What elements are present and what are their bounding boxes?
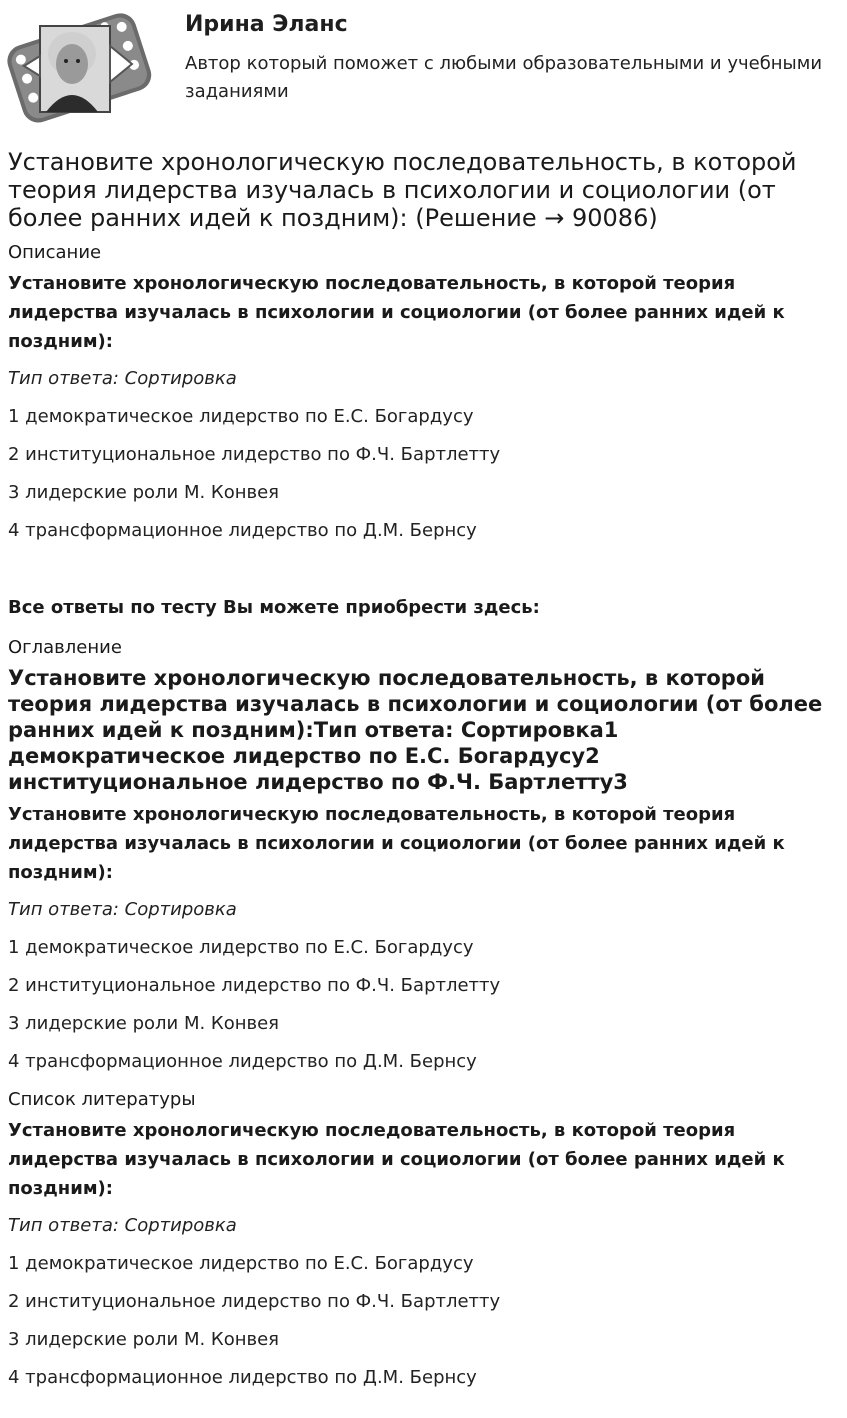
literature-label: Список литературы <box>8 1089 196 1110</box>
description-answer-type: Тип ответа: Сортировка <box>8 368 237 389</box>
author-header <box>0 0 847 140</box>
author-avatar <box>6 6 152 128</box>
toc-question: Установите хронологическую последовательность, в которой теория лидерства изучалась в психологии и социологии (от более ранних идей к поздним): <box>8 804 785 883</box>
description-option: 4 трансформационное лидерство по Д.М. Бернсу <box>8 520 477 541</box>
description-question: Установите хронологическую последовательность, в которой теория лидерства изучалась в психологии и социологии (от более ранних идей к поздним): <box>8 273 785 352</box>
author-description: Автор который поможет с любыми образовательными и учебными заданиями <box>185 53 823 102</box>
description-option: 2 институциональное лидерство по Ф.Ч. Бартлетту <box>8 444 501 465</box>
description-option: 3 лидерские роли М. Конвея <box>8 482 279 503</box>
buy-answers-text: Все ответы по тесту Вы можете приобрести здесь: <box>8 597 540 618</box>
literature-option: 4 трансформационное лидерство по Д.М. Бернсу <box>8 1367 477 1388</box>
page-title: Установите хронологическую последовательность, в которой теория лидерства изучалась в психологии и социологии (от более ранних идей к поздним): (Решение → 90086) <box>8 148 797 232</box>
toc-answer-type: Тип ответа: Сортировка <box>8 899 237 920</box>
toc-label: Оглавление <box>8 637 122 658</box>
literature-option: 3 лидерские роли М. Конвея <box>8 1329 279 1350</box>
literature-answer-type: Тип ответа: Сортировка <box>8 1215 237 1236</box>
toc-option: 1 демократическое лидерство по Е.С. Богардусу <box>8 937 474 958</box>
author-name[interactable]: Ирина Эланс <box>185 12 348 37</box>
main-content <box>8 148 838 1389</box>
description-option: 1 демократическое лидерство по Е.С. Богардусу <box>8 406 474 427</box>
toc-option: 3 лидерские роли М. Конвея <box>8 1013 279 1034</box>
toc-option: 4 трансформационное лидерство по Д.М. Бернсу <box>8 1051 477 1072</box>
toc-heading: Установите хронологическую последовательность, в которой теория лидерства изучалась в психологии и социологии (от более ранних идей к поздним):Тип ответа: Сортировка1 демократическое лидерство по Е.С. Богардусу2 институциональное лидерство по Ф.Ч. Бартлетту3 <box>8 666 823 794</box>
literature-question: Установите хронологическую последовательность, в которой теория лидерства изучалась в психологии и социологии (от более ранних идей к поздним): <box>8 1120 785 1199</box>
literature-option: 2 институциональное лидерство по Ф.Ч. Бартлетту <box>8 1291 501 1312</box>
literature-option: 1 демократическое лидерство по Е.С. Богардусу <box>8 1253 474 1274</box>
toc-option: 2 институциональное лидерство по Ф.Ч. Бартлетту <box>8 975 501 996</box>
description-label: Описание <box>8 242 102 263</box>
